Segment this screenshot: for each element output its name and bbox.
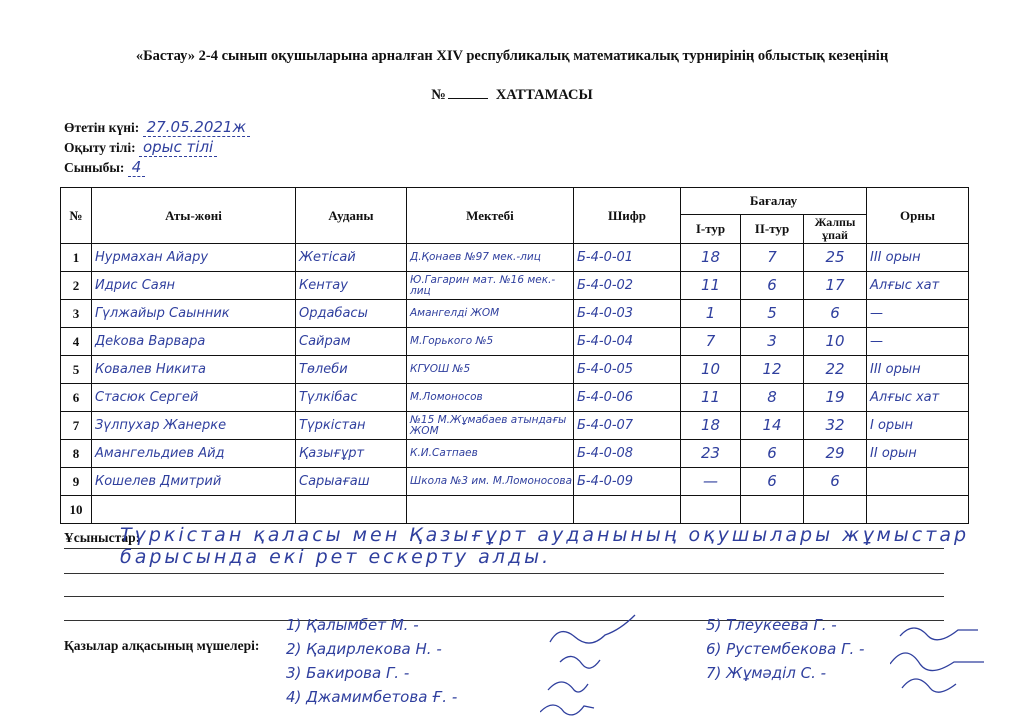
round1-score <box>681 496 741 524</box>
round1-score: 1 <box>681 300 741 328</box>
header-name: Аты-жөні <box>92 188 296 244</box>
total-score: 32 <box>804 412 867 440</box>
meta-date <box>64 118 250 136</box>
round1-score: 10 <box>681 356 741 384</box>
school-cell: Д.Қонаев №97 мек.-лиц <box>407 244 574 272</box>
district-cell: Сайрам <box>296 328 407 356</box>
jury-member: 3) Бакирова Г. - <box>286 664 410 682</box>
place-cell: — <box>867 300 969 328</box>
cipher-cell: Б-4-0-01 <box>574 244 681 272</box>
district-cell: Түркістан <box>296 412 407 440</box>
round2-score: 3 <box>741 328 804 356</box>
place-cell: III орын <box>867 356 969 384</box>
round1-score: 18 <box>681 412 741 440</box>
total-score: 19 <box>804 384 867 412</box>
school-cell <box>407 496 574 524</box>
signature-1 <box>550 615 635 643</box>
place-cell: III орын <box>867 244 969 272</box>
header-total: Жалпы ұпай <box>804 215 867 244</box>
header-round1: I-тур <box>681 215 741 244</box>
jury-right-list <box>706 616 864 688</box>
row-number: 7 <box>61 412 92 440</box>
place-cell: Алғыс хат <box>867 272 969 300</box>
signature-7 <box>902 679 956 692</box>
jury-member: 2) Қадирлекова Н. - <box>286 640 442 658</box>
header-grading: Бағалау <box>681 188 867 215</box>
jury-member: 6) Рустембекова Г. - <box>706 640 865 658</box>
round2-score: 6 <box>741 440 804 468</box>
language-value: орыс тілі <box>139 138 217 157</box>
place-cell <box>867 496 969 524</box>
row-number: 6 <box>61 384 92 412</box>
round1-score: — <box>681 468 741 496</box>
round2-score <box>741 496 804 524</box>
row-number: 8 <box>61 440 92 468</box>
round1-score: 23 <box>681 440 741 468</box>
signature-6 <box>890 653 984 671</box>
round2-score: 14 <box>741 412 804 440</box>
round2-score: 12 <box>741 356 804 384</box>
table-row <box>61 244 969 272</box>
student-name: Гүлжайыр Саынник <box>92 300 296 328</box>
school-cell: К.И.Сатпаев <box>407 440 574 468</box>
suggestions-text: Түркістан қаласы мен Қазығұрт ауданының оқушылары жұмыстар барысында екі рет ескерту алды. <box>120 524 970 568</box>
cipher-cell: Б-4-0-09 <box>574 468 681 496</box>
results-body <box>61 244 969 524</box>
place-cell: Алғыс хат <box>867 384 969 412</box>
table-row <box>61 356 969 384</box>
school-cell: №15 М.Жұмабаев атындағы ЖОМ <box>407 412 574 440</box>
meta-grade <box>64 158 145 176</box>
row-number: 1 <box>61 244 92 272</box>
protocol-title: ХАТТАМАСЫ <box>495 87 593 103</box>
place-cell <box>867 468 969 496</box>
cipher-cell: Б-4-0-04 <box>574 328 681 356</box>
total-score: 6 <box>804 468 867 496</box>
jury-member: 1) Қалымбет М. - <box>286 616 419 634</box>
protocol-heading <box>0 86 1024 104</box>
cipher-cell <box>574 496 681 524</box>
table-row <box>61 272 969 300</box>
round2-score: 6 <box>741 272 804 300</box>
table-row <box>61 496 969 524</box>
round2-score: 6 <box>741 468 804 496</box>
round1-score: 18 <box>681 244 741 272</box>
jury-label: Қазылар алқасының мүшелері: <box>64 638 260 653</box>
cipher-cell: Б-4-0-03 <box>574 300 681 328</box>
total-score <box>804 496 867 524</box>
protocol-number-blank <box>448 86 488 99</box>
cipher-cell: Б-4-0-05 <box>574 356 681 384</box>
signature-2 <box>560 656 600 668</box>
total-score: 17 <box>804 272 867 300</box>
date-value: 27.05.2021ж <box>143 118 250 137</box>
district-cell: Жетісай <box>296 244 407 272</box>
grade-value: 4 <box>128 158 146 177</box>
cipher-cell: Б-4-0-08 <box>574 440 681 468</box>
student-name: Нурмахан Айару <box>92 244 296 272</box>
table-row <box>61 384 969 412</box>
cipher-cell: Б-4-0-02 <box>574 272 681 300</box>
signature-3 <box>548 682 588 692</box>
header-cipher: Шифр <box>574 188 681 244</box>
language-label: Оқыту тілі: <box>64 140 136 155</box>
school-cell: Ю.Гагарин мат. №16 мек.-лиц <box>407 272 574 300</box>
district-cell: Ордабасы <box>296 300 407 328</box>
table-row <box>61 468 969 496</box>
jury-member: 5) Тлеукеева Г. - <box>706 616 837 634</box>
student-name: Амангельдиев Айд <box>92 440 296 468</box>
row-number: 9 <box>61 468 92 496</box>
row-number: 4 <box>61 328 92 356</box>
place-cell: — <box>867 328 969 356</box>
round1-score: 11 <box>681 272 741 300</box>
signature-scribbles-right <box>890 618 1000 708</box>
table-row <box>61 440 969 468</box>
total-score: 10 <box>804 328 867 356</box>
results-table <box>60 187 969 524</box>
place-cell: II орын <box>867 440 969 468</box>
header-num: № <box>61 188 92 244</box>
suggestion-line-2 <box>64 573 944 574</box>
signature-scribbles-left <box>540 612 650 722</box>
header-place: Орны <box>867 188 969 244</box>
jury-member: 4) Джамимбетова Ғ. - <box>286 688 458 706</box>
signature-4 <box>540 705 594 715</box>
district-cell: Төлеби <box>296 356 407 384</box>
row-number: 10 <box>61 496 92 524</box>
header-district: Ауданы <box>296 188 407 244</box>
header-school: Мектебі <box>407 188 574 244</box>
table-row <box>61 412 969 440</box>
row-number: 3 <box>61 300 92 328</box>
cipher-cell: Б-4-0-07 <box>574 412 681 440</box>
protocol-number-label: № <box>431 87 446 103</box>
school-cell: КГУОШ №5 <box>407 356 574 384</box>
student-name: Идрис Саян <box>92 272 296 300</box>
grade-label: Сыныбы: <box>64 160 125 175</box>
cipher-cell: Б-4-0-06 <box>574 384 681 412</box>
place-cell: I орын <box>867 412 969 440</box>
row-number: 2 <box>61 272 92 300</box>
total-score: 6 <box>804 300 867 328</box>
student-name: Зүлпухар Жанерке <box>92 412 296 440</box>
header-round2: II-тур <box>741 215 804 244</box>
row-number: 5 <box>61 356 92 384</box>
meta-language <box>64 138 217 156</box>
suggestions-label: Ұсыныстар: <box>64 530 141 545</box>
round2-score: 7 <box>741 244 804 272</box>
school-cell: Амангелді ЖОМ <box>407 300 574 328</box>
round2-score: 8 <box>741 384 804 412</box>
jury-member: 7) Жұмәділ С. - <box>706 664 827 682</box>
round1-score: 7 <box>681 328 741 356</box>
table-row <box>61 300 969 328</box>
jury-left-list <box>286 616 457 712</box>
round2-score: 5 <box>741 300 804 328</box>
district-cell: Кентау <box>296 272 407 300</box>
total-score: 25 <box>804 244 867 272</box>
suggestion-line-3 <box>64 596 944 597</box>
student-name: Стасюк Сергей <box>92 384 296 412</box>
district-cell <box>296 496 407 524</box>
student-name <box>92 496 296 524</box>
document-title: «Бастау» 2-4 сынып оқушыларына арналған XIV республикалық математикалық турнирінің облыстық кезеңінің <box>135 48 889 64</box>
student-name: Ковалев Никита <box>92 356 296 384</box>
school-cell: Школа №3 им. М.Ломоносова <box>407 468 574 496</box>
student-name: Кошелев Дмитрий <box>92 468 296 496</box>
total-score: 22 <box>804 356 867 384</box>
signature-5 <box>900 628 978 640</box>
student-name: Деkова Варвара <box>92 328 296 356</box>
school-cell: М.Ломоносов <box>407 384 574 412</box>
school-cell: М.Горького №5 <box>407 328 574 356</box>
district-cell: Түлкібас <box>296 384 407 412</box>
round1-score: 11 <box>681 384 741 412</box>
district-cell: Сарыағаш <box>296 468 407 496</box>
district-cell: Қазығұрт <box>296 440 407 468</box>
table-row <box>61 328 969 356</box>
total-score: 29 <box>804 440 867 468</box>
date-label: Өтетін күні: <box>64 120 140 135</box>
